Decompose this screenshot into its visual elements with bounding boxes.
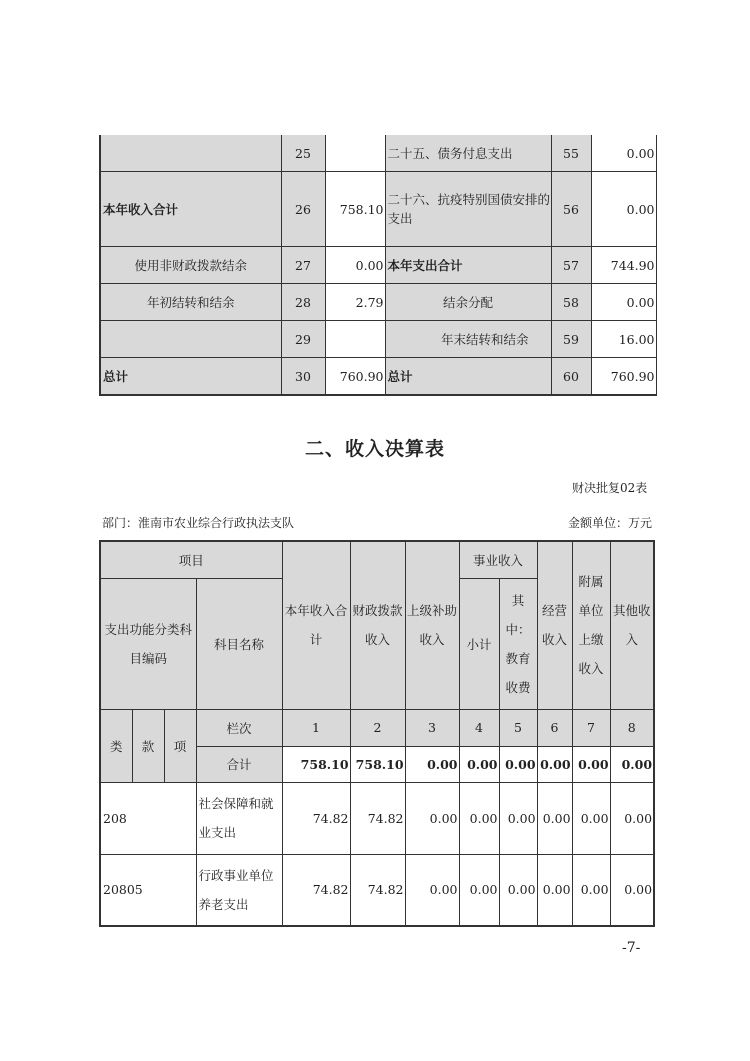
left-label xyxy=(100,135,281,172)
table-row xyxy=(100,854,654,926)
sum-value: 0.00 xyxy=(499,746,537,782)
header-affiliated: 附属单位上缴收入 xyxy=(572,541,610,709)
header-upper-subsidy: 上级补助收入 xyxy=(405,541,459,709)
right-row-no: 57 xyxy=(551,247,591,284)
col-number: 5 xyxy=(499,709,537,746)
sum-value: 0.00 xyxy=(459,746,499,782)
table-row xyxy=(100,284,656,321)
table-row xyxy=(100,321,656,358)
left-label: 使用非财政拨款结余 xyxy=(100,247,281,284)
header-career: 事业收入 xyxy=(459,541,537,578)
amount: 74.82 xyxy=(350,782,405,854)
right-label: 年末结转和结余 xyxy=(385,321,551,358)
left-value: 760.90 xyxy=(325,358,385,396)
amount: 0.00 xyxy=(537,782,572,854)
left-label xyxy=(100,321,281,358)
right-label: 本年支出合计 xyxy=(385,247,551,284)
header-fiscal: 财政拨款收入 xyxy=(350,541,405,709)
amount: 74.82 xyxy=(282,854,350,926)
header-other: 其他收入 xyxy=(610,541,654,709)
header-lei: 类 xyxy=(100,709,132,782)
section-title: 二、收入决算表 xyxy=(304,438,445,460)
right-value: 0.00 xyxy=(591,172,656,247)
left-value: 758.10 xyxy=(325,172,385,247)
table-row xyxy=(100,247,656,284)
right-label: 二十六、抗疫特别国债安排的支出 xyxy=(385,172,551,247)
header-kuan: 款 xyxy=(132,709,164,782)
table-row xyxy=(100,172,656,247)
left-label: 总计 xyxy=(100,358,281,396)
right-value: 744.90 xyxy=(591,247,656,284)
amount: 0.00 xyxy=(405,854,459,926)
col-number: 2 xyxy=(350,709,405,746)
amount: 0.00 xyxy=(572,854,610,926)
left-value: 0.00 xyxy=(325,247,385,284)
table-row xyxy=(100,358,656,396)
right-row-no: 59 xyxy=(551,321,591,358)
left-row-no: 25 xyxy=(281,135,325,172)
right-value: 0.00 xyxy=(591,135,656,172)
right-row-no: 60 xyxy=(551,358,591,396)
left-row-no: 27 xyxy=(281,247,325,284)
amount: 0.00 xyxy=(459,782,499,854)
subject-name: 社会保障和就业支出 xyxy=(196,782,282,854)
header-lanci: 栏次 xyxy=(196,709,282,746)
right-value: 760.90 xyxy=(591,358,656,396)
sum-value: 0.00 xyxy=(610,746,654,782)
left-label: 本年收入合计 xyxy=(100,172,281,247)
amount: 0.00 xyxy=(610,782,654,854)
table-row xyxy=(100,782,654,854)
col-number: 8 xyxy=(610,709,654,746)
right-label: 二十五、债务付息支出 xyxy=(385,135,551,172)
left-row-no: 30 xyxy=(281,358,325,396)
right-row-no: 56 xyxy=(551,172,591,247)
amount: 0.00 xyxy=(499,854,537,926)
sum-value: 0.00 xyxy=(572,746,610,782)
amount: 74.82 xyxy=(282,782,350,854)
header-subtotal: 小计 xyxy=(459,578,499,709)
col-number: 3 xyxy=(405,709,459,746)
header-subject-name: 科目名称 xyxy=(196,578,282,709)
amount: 0.00 xyxy=(537,854,572,926)
header-func-code: 支出功能分类科目编码 xyxy=(100,578,196,709)
page-number: -7- xyxy=(622,940,641,956)
left-value xyxy=(325,321,385,358)
func-code: 208 xyxy=(100,782,196,854)
col-number: 4 xyxy=(459,709,499,746)
right-label: 结余分配 xyxy=(385,284,551,321)
table-row xyxy=(100,135,656,172)
col-number: 1 xyxy=(282,709,350,746)
amount: 0.00 xyxy=(499,782,537,854)
right-row-no: 55 xyxy=(551,135,591,172)
header-total-income: 本年收入合计 xyxy=(282,541,350,709)
income-table xyxy=(99,540,655,927)
sum-value: 0.00 xyxy=(405,746,459,782)
subject-name: 行政事业单位养老支出 xyxy=(196,854,282,926)
right-value: 0.00 xyxy=(591,284,656,321)
col-number: 6 xyxy=(537,709,572,746)
amount: 0.00 xyxy=(572,782,610,854)
amount-unit: 金额单位：万元 xyxy=(568,516,653,530)
sum-value: 0.00 xyxy=(537,746,572,782)
amount: 0.00 xyxy=(459,854,499,926)
left-label: 年初结转和结余 xyxy=(100,284,281,321)
right-value: 16.00 xyxy=(591,321,656,358)
left-row-no: 28 xyxy=(281,284,325,321)
left-value: 2.79 xyxy=(325,284,385,321)
left-row-no: 29 xyxy=(281,321,325,358)
summary-table xyxy=(99,135,657,396)
sum-label: 合计 xyxy=(196,746,282,782)
form-code: 财决批复02表 xyxy=(572,481,648,495)
header-operating: 经营收入 xyxy=(537,541,572,709)
func-code: 20805 xyxy=(100,854,196,926)
amount: 0.00 xyxy=(610,854,654,926)
col-number: 7 xyxy=(572,709,610,746)
right-label: 总计 xyxy=(385,358,551,396)
header-item: 项目 xyxy=(100,541,282,578)
amount: 0.00 xyxy=(405,782,459,854)
right-row-no: 58 xyxy=(551,284,591,321)
header-xiang: 项 xyxy=(164,709,196,782)
left-row-no: 26 xyxy=(281,172,325,247)
sum-value: 758.10 xyxy=(350,746,405,782)
department: 部门：淮南市农业综合行政执法支队 xyxy=(102,516,295,530)
left-value xyxy=(325,135,385,172)
sum-value: 758.10 xyxy=(282,746,350,782)
header-edu-fee: 其中：教育收费 xyxy=(499,578,537,709)
amount: 74.82 xyxy=(350,854,405,926)
